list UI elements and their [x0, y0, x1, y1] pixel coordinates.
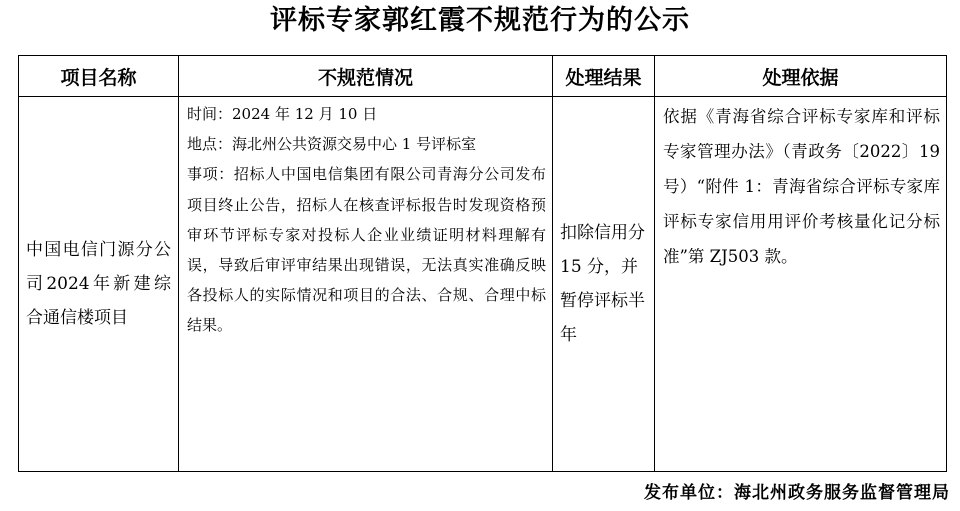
cell-project-name: 中国电信门源分公司2024年新建综合通信楼项目: [19, 97, 179, 472]
notice-table: [18, 55, 947, 472]
publisher-line: 发布单位：海北州政务服务监督管理局: [644, 483, 950, 503]
header-handling-result: 处理结果: [553, 56, 655, 97]
detail-matter: 事项：招标人中国电信集团有限公司青海分公司发布项目终止公告，招标人在核查评标报告时发现资格预审环节评标专家对投标人企业业绩证明材料理解有误，导致后审评审结果出现错误，无法真实准确反映各投标人的实际情况和项目的合法、合规、合理中标结果。: [187, 165, 546, 335]
cell-handling-basis: 依据《青海省综合评标专家库和评标专家管理办法》（青政务〔2022〕19 号）“附件 1：青海省综合评标专家库评标专家信用用评价考核量化记分标准”第 ZJ503 款。: [655, 97, 947, 472]
cell-handling-result: 扣除信用分 15 分，并暂停评标半年: [553, 97, 655, 472]
table-row: [19, 97, 947, 472]
table-header-row: [19, 56, 947, 97]
page-title: 评标专家郭红霞不规范行为的公示: [270, 5, 690, 36]
header-handling-basis: 处理依据: [655, 56, 947, 97]
cell-irregular-situation: [179, 97, 553, 472]
detail-location: 地点：海北州公共资源交易中心 1 号评标室: [187, 135, 477, 154]
header-irregular-situation: 不规范情况: [179, 56, 553, 97]
detail-time: 时间：2024 年 12 月 10 日: [187, 105, 378, 123]
header-project-name: 项目名称: [19, 56, 179, 97]
